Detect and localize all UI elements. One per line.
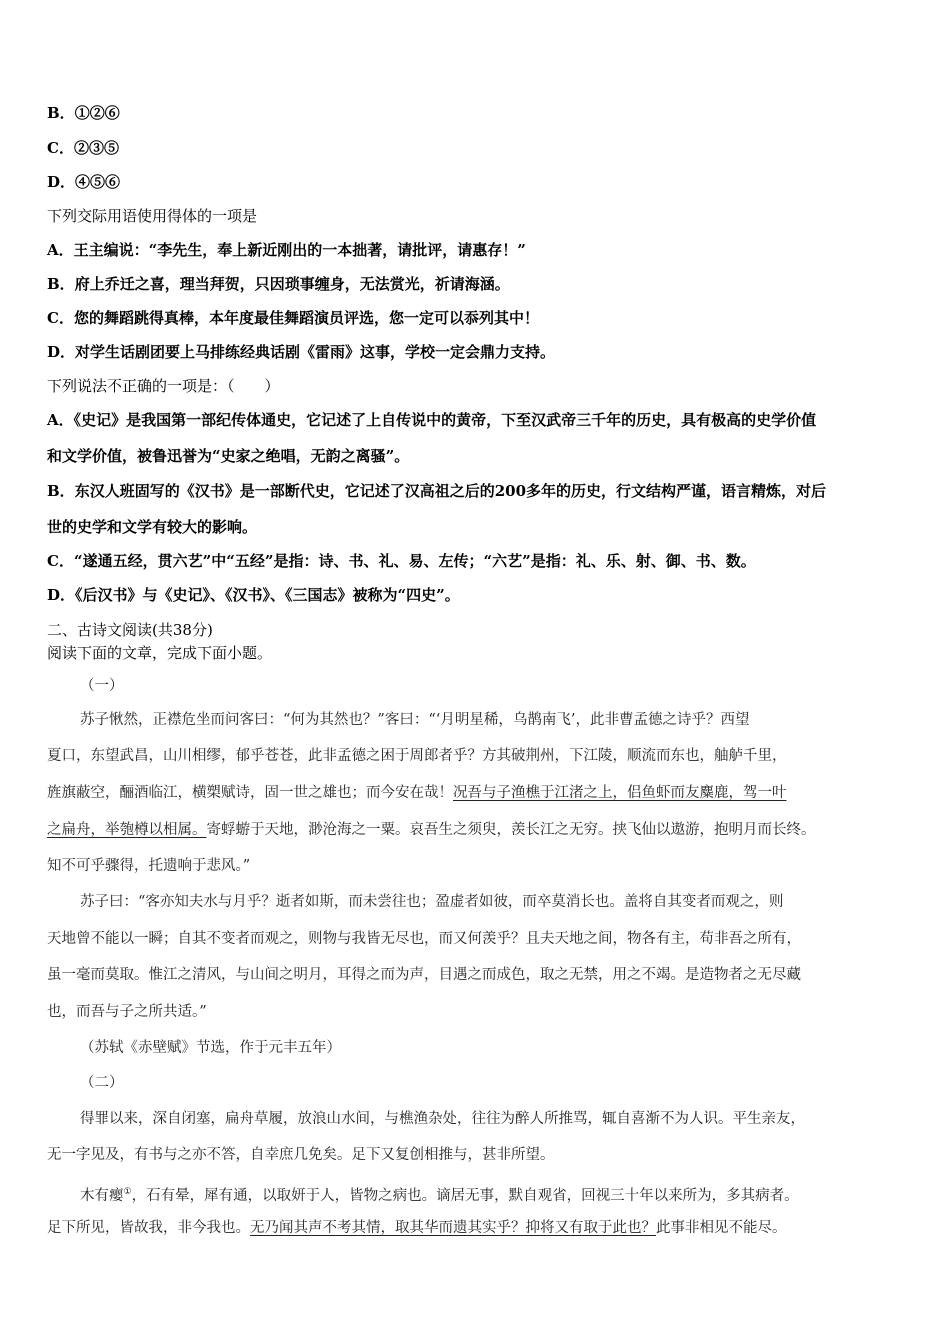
etiquette-option-b: B．府上乔迁之喜，理当拜贺，只因琐事缠身，无法赏光，祈请海涵。 xyxy=(47,275,510,293)
passage2-marker: （二） xyxy=(80,1075,124,1091)
etiquette-question-stem: 下列交际用语使用得体的一项是 xyxy=(47,207,258,225)
section-heading: 二、古诗文阅读(共38分) xyxy=(47,621,213,639)
history-option-a-line2: 和文学价值，被鲁迅誉为“史家之绝唱，无韵之离骚”。 xyxy=(47,447,410,465)
passage1-line: 知不可乎骤得，托遗响于悲风。” xyxy=(47,858,251,874)
section-instruction: 阅读下面的文章，完成下面小题。 xyxy=(47,644,273,662)
prev-option-c: C．②③⑤ xyxy=(47,139,119,157)
passage1-line: 天地曾不能以一瞬；自其不变者而观之，则物与我皆无尽也，而又何羡乎？且夫天地之间，物各有主，苟非吾之所有， xyxy=(47,931,801,947)
passage1-line: 苏子曰：“客亦知夫水与月乎？逝者如斯，而未尝往也；盈虚者如彼，而卒莫消长也。盖将自其变者而观之，则 xyxy=(80,894,784,910)
passage2-line: 木有瘿①，石有晕，犀有通，以取妍于人，皆物之病也。谪居无事，默自观省，回视三十年以来所为，多其病者。 xyxy=(80,1187,799,1204)
prev-option-b: B．①②⑥ xyxy=(47,104,120,122)
history-question-stem: 下列说法不正确的一项是：（ ） xyxy=(47,377,280,395)
history-option-c: C．“遂通五经，贯六艺”中“五经”是指：诗、书、礼、易、左传；“六艺”是指：礼、乐、射、御、书、数。 xyxy=(47,552,756,570)
passage2-line: 得罪以来，深自闭塞，扁舟草履，放浪山水间，与樵渔杂处，往往为醉人所推骂，辄自喜渐不为人识。平生亲友， xyxy=(80,1111,805,1127)
underlined-sentence: 无乃闻其声不考其情，取其华而遗其实乎？抑将又有取于此也？ xyxy=(250,1220,656,1236)
history-option-a-line1: A．《史记》是我国第一部纪传体通史，它记述了上自传说中的黄帝，下至汉武帝三千年的历史，具有极高的史学价值 xyxy=(47,411,817,429)
history-option-b-line2: 世的史学和文学有较大的影响。 xyxy=(47,518,258,536)
etiquette-option-d: D．对学生话剧团要上马排练经典话剧《雷雨》这事，学校一定会鼎力支持。 xyxy=(47,343,556,361)
etiquette-option-c: C．您的舞蹈跳得真棒，本年度最佳舞蹈演员评选，您一定可以忝列其中！ xyxy=(47,309,539,327)
passage1-line: 夏口，东望武昌，山川相缪，郁乎苍苍，此非孟德之困于周郎者乎？方其破荆州，下江陵，顺流而东也，舳舻千里， xyxy=(47,748,787,764)
passage2-line: 足下所见，皆故我，非今我也。无乃闻其声不考其情，取其华而遗其实乎？抑将又有取于此也？此事非相见不能尽。 xyxy=(47,1220,787,1236)
underlined-sentence: 之扁舟，举匏樽以相属。 xyxy=(47,822,207,838)
history-option-b-line1: B．东汉人班固写的《汉书》是一部断代史，它记述了汉高祖之后的200多年的历史，行文结构严谨，语言精炼，对后 xyxy=(47,482,827,500)
passage1-line: 也，而吾与子之所共适。” xyxy=(47,1004,207,1020)
footnote-marker: ① xyxy=(123,1187,132,1197)
passage1-source: （苏轼《赤壁赋》节选，作于元丰五年） xyxy=(80,1040,341,1056)
passage1-line: 虽一毫而莫取。惟江之清风，与山间之明月，耳得之而为声，目遇之而成色，取之无禁，用之不竭。是造物者之无尽藏 xyxy=(47,967,801,983)
passage1-line: 苏子愀然，正襟危坐而问客曰：“何为其然也？”客曰：“‘月明星稀，乌鹊南飞’，此非曹孟德之诗乎？西望 xyxy=(80,712,750,728)
underlined-sentence: 况吾与子渔樵于江渚之上，侣鱼虾而友麋鹿，驾一叶 xyxy=(453,785,787,801)
etiquette-option-a: A．王主编说：“李先生，奉上新近刚出的一本拙著，请批评，请惠存！” xyxy=(47,241,526,259)
passage1-line: 旌旗蔽空，酾酒临江，横槊赋诗，固一世之雄也；而今安在哉！况吾与子渔樵于江渚之上，侣鱼虾而友麋鹿，驾一叶 xyxy=(47,785,787,801)
history-option-d: D．《后汉书》与《史记》、《汉书》、《三国志》被称为“四史”。 xyxy=(47,586,460,604)
passage2-line: 无一字见及，有书与之亦不答，自幸庶几免矣。足下又复创相推与，甚非所望。 xyxy=(47,1147,555,1163)
passage1-marker: （一） xyxy=(80,678,124,694)
prev-option-d: D．④⑤⑥ xyxy=(47,173,121,191)
passage1-line: 之扁舟，举匏樽以相属。寄蜉蝣于天地，渺沧海之一粟。哀吾生之须臾，羡长江之无穷。挟飞仙以遨游，抱明月而长终。 xyxy=(47,822,816,838)
